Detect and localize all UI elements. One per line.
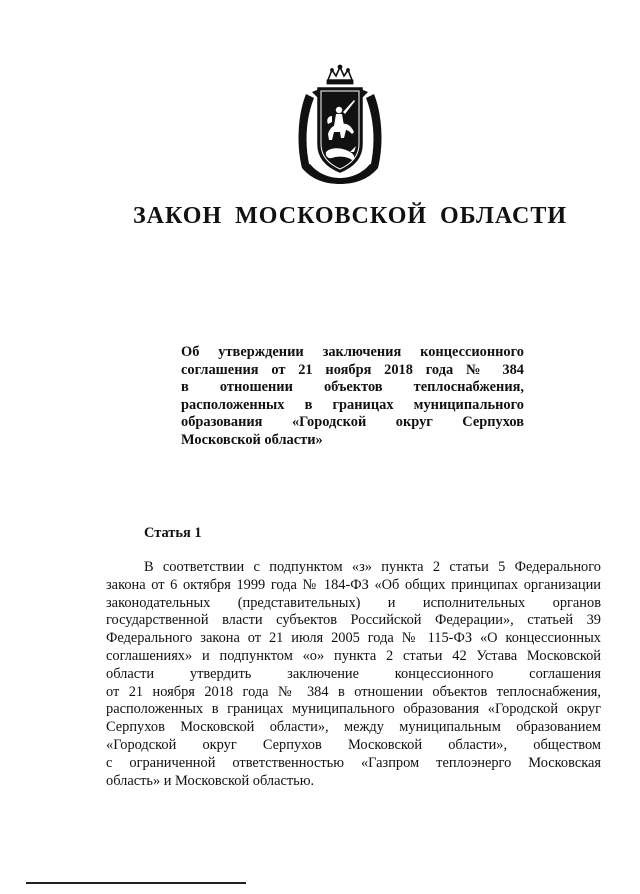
article-line: расположенных в границах муниципального образования «Городской округ xyxy=(106,701,601,718)
article-line: Серпухов Московской области», между муниципальным образованием xyxy=(106,719,601,736)
subject-line: в отношении объектов теплоснабжения, xyxy=(181,379,524,396)
article-heading: Статья 1 xyxy=(144,525,202,541)
subject-line: Московской области» xyxy=(181,431,323,448)
subject-line: соглашения от 21 ноября 2018 года № 384 xyxy=(181,361,524,378)
article-line: законодательных (представительных) и исполнительных органов xyxy=(106,594,601,611)
subject-line: Об утверждении заключения концессионного xyxy=(181,344,524,360)
subject-line: расположенных в границах муниципального xyxy=(181,396,524,413)
article-line: Федерального закона от 21 июля 2005 года № 115-ФЗ «О концессионных xyxy=(106,630,601,647)
article-body xyxy=(106,559,601,790)
article-line: области утвердить заключение концессионного соглашения xyxy=(106,665,601,682)
article-line: закона от 6 октября 1999 года № 184-ФЗ «Об общих принципах организации xyxy=(106,576,601,593)
subject-line: образования «Городской округ Серпухов xyxy=(181,414,524,431)
coat-of-arms-icon xyxy=(292,64,388,186)
article-line: область» и Московской областью. xyxy=(106,772,315,789)
law-subject xyxy=(181,344,524,450)
article-line: «Городской округ Серпухов Московской области», обществом xyxy=(106,736,601,753)
article-line: от 21 ноября 2018 года № 384 в отношении объектов теплоснабжения, xyxy=(106,683,601,700)
footer-divider xyxy=(26,882,246,884)
article-line: государственной власти субъектов Российской Федерации», статьей 39 xyxy=(106,612,601,629)
article-line: с ограниченной ответственностью «Газпром теплоэнерго Московская xyxy=(106,754,601,771)
article-line: В соответствии с подпунктом «з» пункта 2 статьи 5 Федерального xyxy=(144,559,601,575)
law-title: ЗАКОН МОСКОВСКОЙ ОБЛАСТИ xyxy=(132,203,567,229)
article-line: соглашениях» и подпунктом «о» пункта 2 статьи 42 Устава Московской xyxy=(106,647,601,664)
